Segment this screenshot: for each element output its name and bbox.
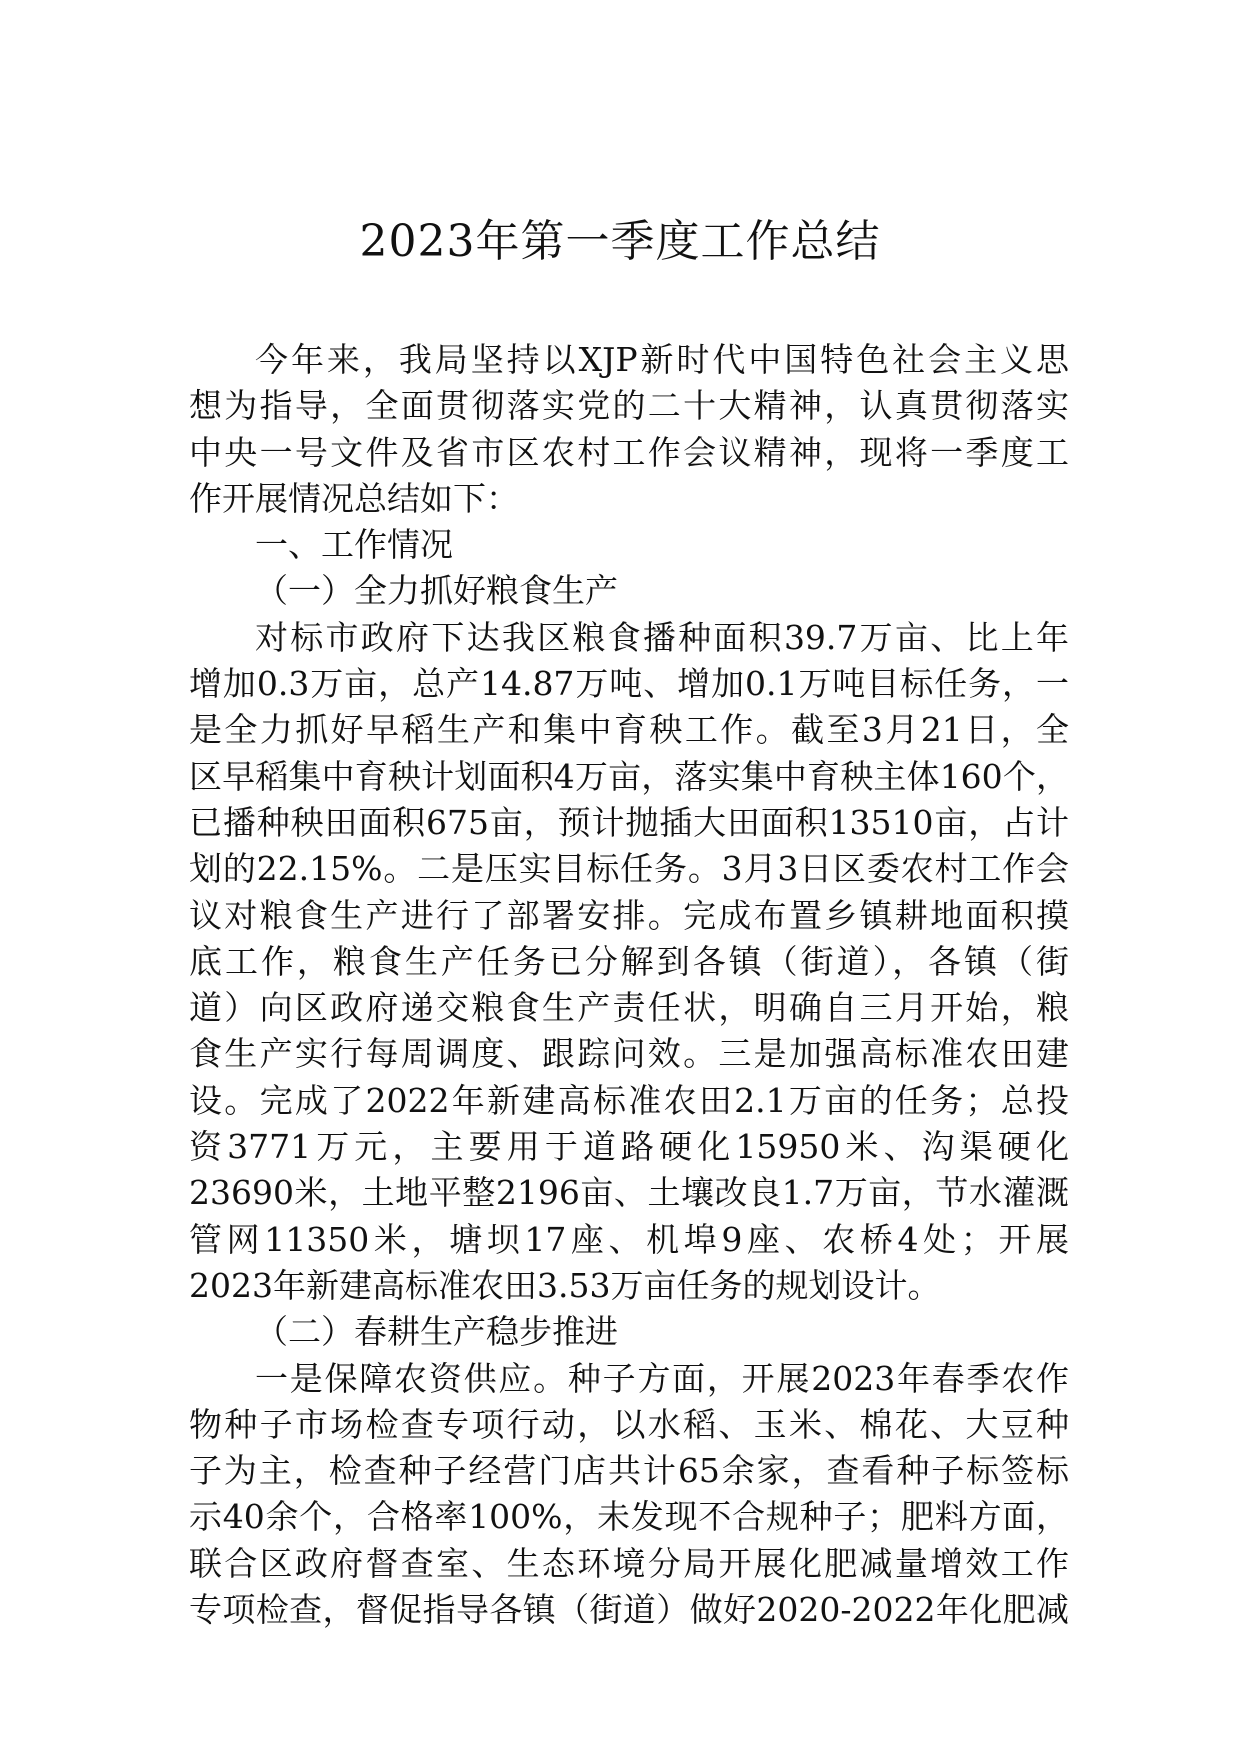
paragraph-line: 资3771万元，主要用于道路硬化15950米、沟渠硬化 <box>189 1127 1069 1167</box>
paragraph-line: 底工作，粮食生产任务已分解到各镇（街道），各镇（街 <box>189 941 1069 981</box>
paragraph-line: 管网11350米，塘坝17座、机埠9座、农桥4处；开展 <box>189 1219 1069 1259</box>
section-heading: 一、工作情况 <box>255 525 453 565</box>
paragraph-line: 示40余个，合格率100%，未发现不合规种子；肥料方面， <box>189 1497 1069 1537</box>
paragraph-line: 是全力抓好早稻生产和集中育秧工作。截至3月21日，全 <box>189 710 1069 750</box>
paragraph-line: 对标市政府下达我区粮食播种面积39.7万亩、比上年 <box>255 617 1069 657</box>
paragraph-line: 子为主，检查种子经营门店共计65余家，查看种子标签标 <box>189 1451 1069 1491</box>
document-title: 2023年第一季度工作总结 <box>359 216 881 267</box>
paragraph-line: 食生产实行每周调度、跟踪问效。三是加强高标准农田建 <box>189 1034 1069 1074</box>
paragraph-line: 今年来，我局坚持以XJP新时代中国特色社会主义思 <box>255 340 1069 379</box>
paragraph-line: 设。完成了2022年新建高标准农田2.1万亩的任务；总投 <box>189 1080 1069 1120</box>
paragraph-line: 增加0.3万亩，总产14.87万吨、增加0.1万吨目标任务，一 <box>189 664 1069 704</box>
paragraph-line: 中央一号文件及省市区农村工作会议精神，现将一季度工 <box>189 432 1069 472</box>
paragraph-line: 联合区政府督查室、生态环境分局开展化肥减量增效工作 <box>189 1543 1069 1583</box>
paragraph-line: 想为指导，全面贯彻落实党的二十大精神，认真贯彻落实 <box>189 386 1069 426</box>
paragraph-line: 划的22.15%。二是压实目标任务。3月3日区委农村工作会 <box>189 849 1069 889</box>
paragraph-line: 23690米，土地平整2196亩、土壤改良1.7万亩，节水灌溉 <box>189 1173 1069 1213</box>
paragraph-line: 一是保障农资供应。种子方面，开展2023年春季农作 <box>255 1358 1069 1398</box>
paragraph-line: 区早稻集中育秧计划面积4万亩，落实集中育秧主体160个， <box>189 756 1069 796</box>
document-body <box>189 337 1069 1633</box>
subsection-heading: （一）全力抓好粮食生产 <box>255 571 618 611</box>
paragraph-line: 物种子市场检查专项行动，以水稻、玉米、棉花、大豆种 <box>189 1404 1069 1444</box>
subsection-heading: （二）春耕生产稳步推进 <box>255 1312 618 1352</box>
paragraph-line: 作开展情况总结如下： <box>189 478 519 518</box>
paragraph-line: 2023年新建高标准农田3.53万亩任务的规划设计。 <box>189 1265 941 1305</box>
paragraph-line: 道）向区政府递交粮食生产责任状，明确自三月开始，粮 <box>189 988 1069 1028</box>
paragraph-line: 已播种秧田面积675亩，预计抛插大田面积13510亩，占计 <box>189 802 1069 842</box>
paragraph-line: 专项检查，督促指导各镇（街道）做好2020-2022年化肥减 <box>189 1590 1069 1630</box>
paragraph-line: 议对粮食生产进行了部署安排。完成布置乡镇耕地面积摸 <box>189 895 1069 935</box>
